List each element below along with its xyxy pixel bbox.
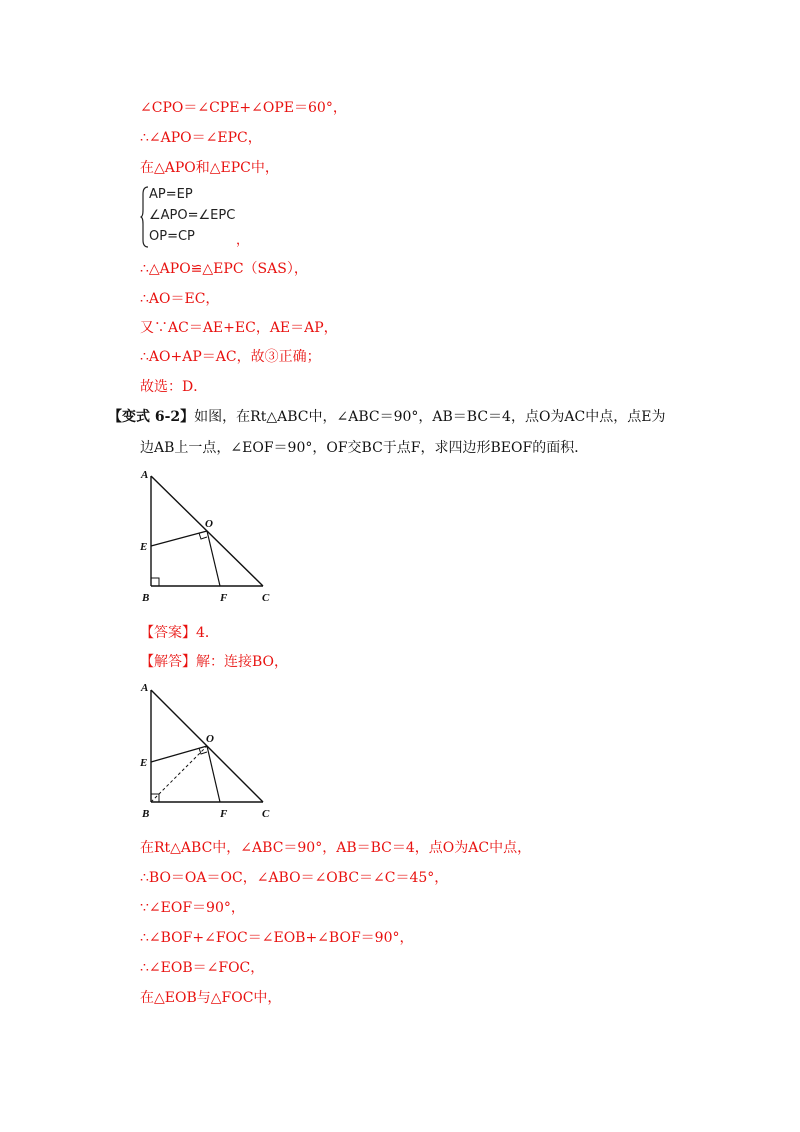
label-c: C [262, 808, 270, 820]
solution-line: 在△EOB与△FOC中， [140, 990, 282, 1006]
solution-line: ∠CPO＝∠CPE+∠OPE＝60°， [140, 100, 347, 116]
system-trail: ， [236, 233, 250, 248]
triangle-figure-2 [136, 680, 286, 826]
label-b: B [142, 592, 150, 604]
solution-line: ∴∠APO＝∠EPC， [140, 130, 262, 146]
label-f: F [220, 592, 228, 604]
problem-line-1 [108, 407, 665, 427]
label-b: B [142, 808, 150, 820]
answer-tag: 【答案】 [140, 625, 196, 641]
problem-tag: 【变式 6-2】 [108, 409, 195, 425]
system-row: AP=EP [149, 187, 193, 202]
solution-text: 解：连接BO， [196, 654, 289, 670]
solution-line: ∴∠EOB＝∠FOC， [140, 960, 265, 976]
label-e: E [140, 541, 148, 553]
solution-line: 在△APO和△EPC中， [140, 160, 279, 176]
solution-line: 又∵AC＝AE+EC，AE＝AP， [140, 320, 338, 336]
answer-value: 4． [196, 625, 219, 641]
system-row: OP=CP [149, 229, 195, 244]
label-o: O [206, 733, 214, 745]
label-a: A [141, 682, 149, 694]
solution-line: ∴BO＝OA＝OC，∠ABO＝∠OBC＝∠C＝45°， [140, 870, 449, 886]
triangle-figure-1 [136, 464, 286, 610]
solution-line: 在Rt△ABC中，∠ABC＝90°，AB＝BC＝4，点O为AC中点， [140, 840, 532, 856]
problem-line-2: 边AB上一点，∠EOF＝90°，OF交BC于点F，求四边形BEOF的面积． [140, 440, 589, 456]
label-e: E [140, 757, 148, 769]
left-brace-icon [140, 186, 149, 248]
answer-line [140, 623, 219, 643]
solution-tag: 【解答】 [140, 654, 196, 670]
congruence-system [140, 186, 250, 252]
label-c: C [262, 592, 270, 604]
solution-line: ∴AO＝EC， [140, 291, 220, 307]
solution-line: ∴△APO≌△EPC（SAS）， [140, 261, 308, 277]
label-o: O [205, 518, 213, 530]
system-row: ∠APO=∠EPC [149, 208, 236, 223]
solution-line: ∴AO+AP＝AC，故③正确； [140, 349, 321, 365]
solution-intro [140, 652, 288, 672]
label-a: A [141, 469, 149, 481]
solution-line: ∵∠EOF＝90°， [140, 900, 245, 916]
solution-line: ∴∠BOF+∠FOC＝∠EOB+∠BOF＝90°， [140, 930, 414, 946]
solution-line: 故选：D． [140, 379, 208, 395]
label-f: F [220, 808, 228, 820]
problem-text: 如图，在Rt△ABC中，∠ABC＝90°，AB＝BC＝4，点O为AC中点，点E为 [194, 409, 666, 425]
